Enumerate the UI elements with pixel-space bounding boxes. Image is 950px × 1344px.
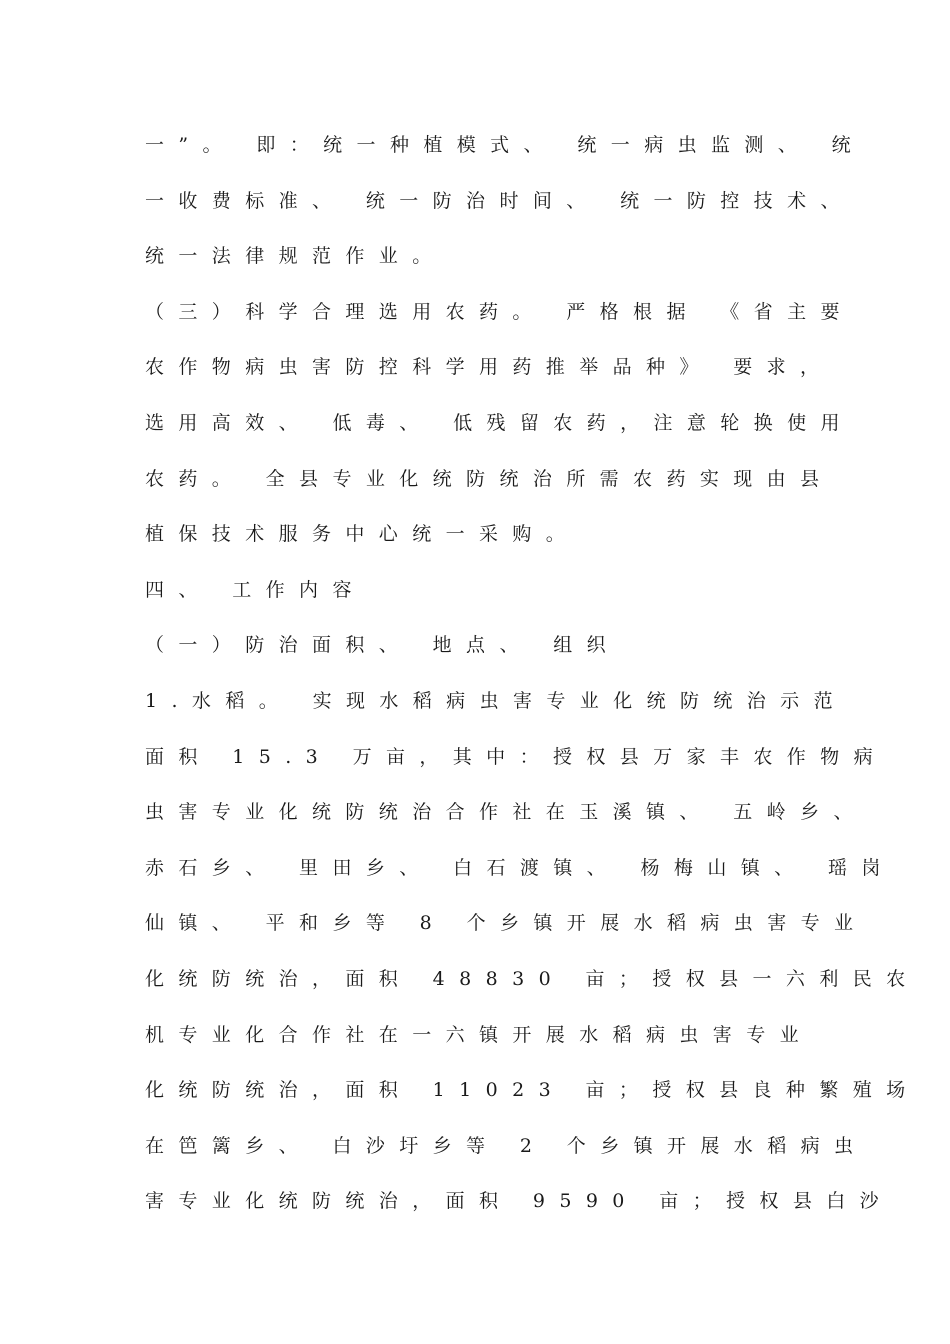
text-line: 面积 15.3 万亩，其中：授权县万家丰农作物病 [145,745,887,768]
text-line: 害专业化统防统治，面积 9590 亩；授权县白沙 [145,1190,894,1213]
text-line: 赤石乡、 里田乡、 白石渡镇、 杨梅山镇、 瑶岗 [145,856,895,879]
text-line: 化统防统治，面积 48830 亩；授权县一六利民农 [145,967,920,990]
text-line: 机专业化合作社在一六镇开展水稻病虫害专业 [145,1023,814,1046]
text-line: 选用高效、 低毒、 低残留农药，注意轮换使用 [145,411,854,434]
chapter-heading: 四、 工作内容 [145,578,366,601]
text-line: 农药。 全县专业化统防统治所需农药实现由县 [145,467,834,490]
text-line: 一”。 即：统一种植模式、 统一病虫监测、 统 [145,134,866,156]
text-line: 仙镇、 平和乡等 8 个乡镇开展水稻病虫害专业 [145,912,868,935]
section-heading: （三）科学合理选用农药。 严格根据 《省主要 [145,300,854,323]
text-line: 一收费标准、 统一防治时间、 统一防控技术、 [145,189,854,212]
text-line: 植保技术服务中心统一采购。 [145,523,580,546]
text-line: 农作物病虫害防控科学用药推举品种》 要求， [145,356,834,379]
text-line: 1.水稻。 实现水稻病虫害专业化统防统治示范 [145,689,847,712]
text-line: 化统防统治，面积 11023 亩；授权县良种繁殖场 [145,1079,920,1102]
body-text [145,126,920,1238]
text-line: 在笆篱乡、 白沙圩乡等 2 个乡镇开展水稻病虫 [145,1134,868,1157]
section-heading: （一）防治面积、 地点、 组织 [145,634,621,657]
text-line: 虫害专业化统防统治合作社在玉溪镇、 五岭乡、 [145,801,867,824]
text-line: 统一法律规范作业。 [145,245,446,268]
